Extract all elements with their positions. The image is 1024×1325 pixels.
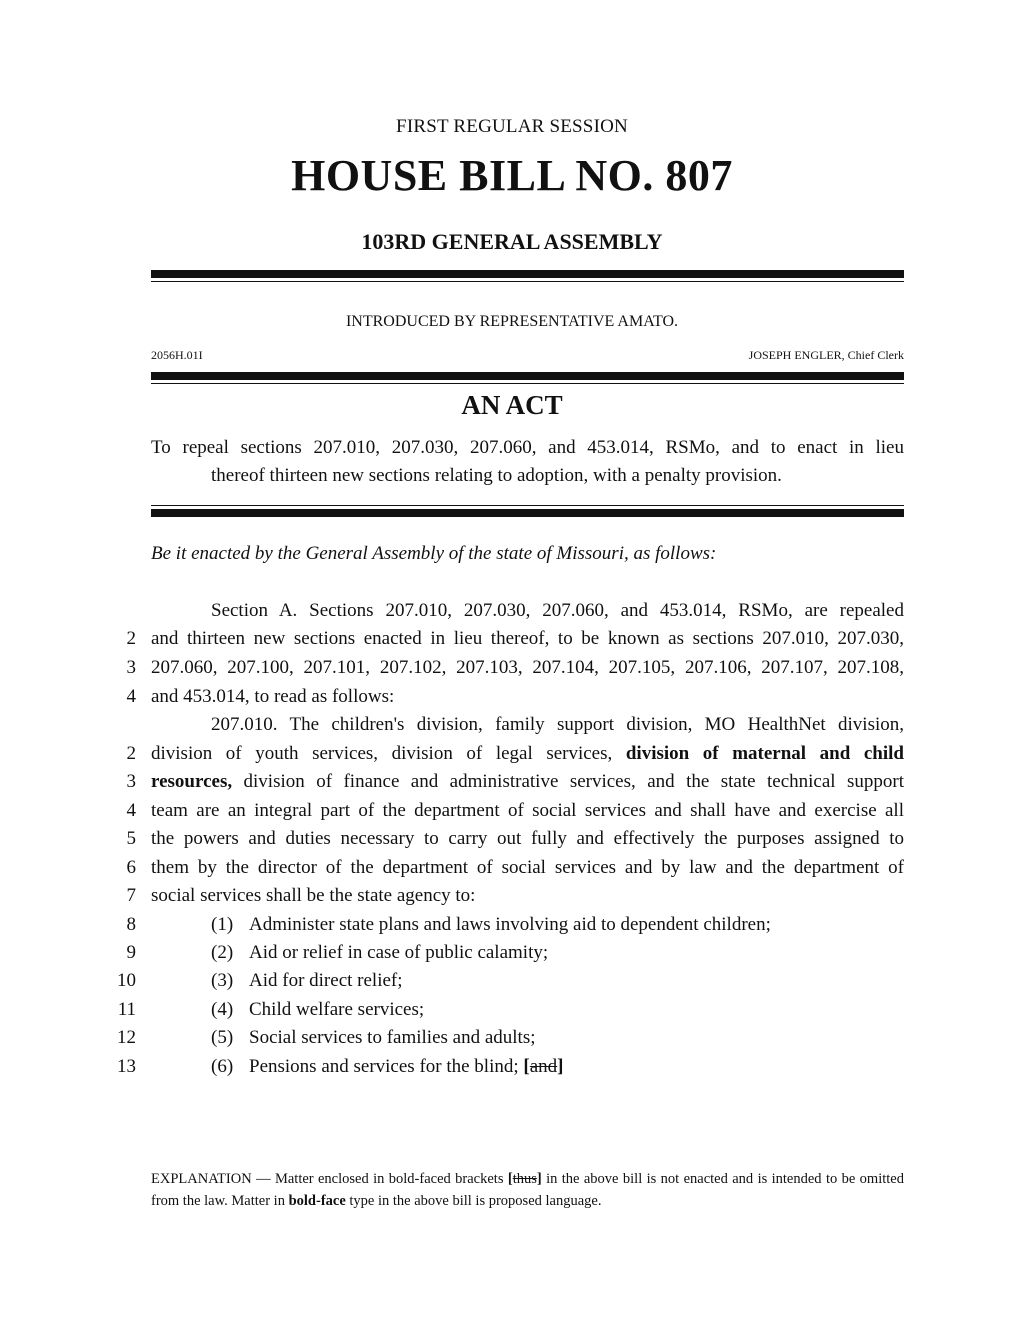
line-number: 7: [126, 885, 136, 906]
explanation-note: [151, 1168, 904, 1212]
item-label: (2): [211, 942, 234, 963]
bracket-close: ]: [536, 1171, 542, 1187]
enacting-clause: Be it enacted by the General Assembly of the state of Missouri, as follows:: [151, 543, 717, 564]
section-line: and thirteen new sections enacted in lieu thereof, to be known as sections 207.010, 207.030,: [151, 628, 904, 649]
divider-thin: [151, 505, 904, 506]
section-line: the powers and duties necessary to carry out fully and effectively the purposes assigned to: [151, 828, 904, 849]
list-item: [151, 967, 904, 995]
bracket-open: [: [507, 1171, 513, 1187]
line-number: 5: [126, 828, 136, 849]
item-text: Aid for direct relief;: [249, 970, 403, 991]
list-item: [151, 911, 904, 939]
bracket-close: ]: [557, 1056, 564, 1077]
line-number: 3: [126, 771, 136, 792]
act-title-line: thereof thirteen new sections relating to adoption, with a penalty provision.: [211, 465, 782, 486]
section-line: 207.010. The children's division, family support division, MO HealthNet division,: [211, 714, 904, 735]
bracket-open: [: [523, 1056, 530, 1077]
explanation-tail: type in the above bill is proposed language.: [345, 1193, 602, 1209]
list-item: [151, 939, 904, 967]
plain-text: division of youth services, division of legal services,: [151, 743, 626, 764]
assembly-heading: 103RD GENERAL ASSEMBLY: [361, 229, 663, 254]
introduced-by: INTRODUCED BY REPRESENTATIVE AMATO.: [345, 313, 679, 330]
line-number: 3: [126, 657, 136, 678]
list-item: [151, 1053, 904, 1081]
divider-thick: [151, 372, 904, 380]
bold-face-example: bold-face: [288, 1193, 346, 1209]
list-item: [151, 996, 904, 1024]
item-text: Administer state plans and laws involving aid to dependent children;: [249, 914, 771, 935]
item-label: (6): [211, 1056, 234, 1077]
line-number: 10: [117, 970, 136, 991]
section-line: them by the director of the department of social services and by law and the department of: [151, 857, 904, 878]
line-number: 12: [117, 1027, 136, 1048]
item-text: Social services to families and adults;: [249, 1027, 536, 1048]
bill-code: 2056H.01I: [151, 348, 203, 362]
explanation-mid: in the above bill is not enacted and is intended to be omitted from the law. Matter in: [151, 1171, 904, 1209]
line-number: 4: [126, 686, 136, 707]
section-line: 207.060, 207.100, 207.101, 207.102, 207.103, 207.104, 207.105, 207.106, 207.107, 207.108,: [151, 657, 904, 678]
section-line: and 453.014, to read as follows:: [151, 686, 395, 707]
struck-text: and: [529, 1056, 558, 1077]
bill-title: HOUSE BILL NO. 807: [291, 151, 733, 200]
divider-thick: [151, 270, 904, 278]
line-number: 2: [126, 743, 136, 764]
plain-text: division of finance and administrative services, and the state technical support: [232, 771, 904, 792]
item-label: (5): [211, 1027, 234, 1048]
line-number: 8: [126, 914, 136, 935]
section-line: Section A. Sections 207.010, 207.030, 207.060, and 453.014, RSMo, are repealed: [211, 600, 904, 621]
item-label: (1): [211, 914, 234, 935]
section-line: [151, 740, 904, 768]
item-text: Aid or relief in case of public calamity;: [249, 942, 549, 963]
chief-clerk: JOSEPH ENGLER, Chief Clerk: [748, 348, 904, 362]
item-label: (3): [211, 970, 234, 991]
item-label: (4): [211, 999, 234, 1020]
item-text: Pensions and services for the blind;: [249, 1056, 524, 1077]
line-number: 13: [117, 1056, 136, 1077]
line-number: 11: [117, 999, 136, 1020]
session-heading: FIRST REGULAR SESSION: [396, 116, 628, 137]
list-item: [151, 1024, 904, 1052]
line-number: 6: [126, 857, 136, 878]
section-line: [151, 768, 904, 796]
divider-thin: [151, 383, 904, 384]
section-line: social services shall be the state agency to:: [151, 885, 476, 906]
bold-new-text: resources,: [151, 771, 233, 792]
line-number: 4: [126, 800, 136, 821]
divider-thick: [151, 509, 904, 517]
divider-thin: [151, 281, 904, 282]
item-text: Child welfare services;: [249, 999, 425, 1020]
struck-text: thus: [512, 1171, 537, 1187]
act-heading: AN ACT: [461, 390, 563, 420]
section-line: team are an integral part of the department of social services and shall have and exercise all: [151, 800, 904, 821]
bold-new-text: division of maternal and child: [625, 743, 904, 764]
line-number: 9: [126, 942, 136, 963]
line-number: 2: [126, 628, 136, 649]
act-title-line: To repeal sections 207.010, 207.030, 207.060, and 453.014, RSMo, and to enact in lieu: [151, 437, 904, 458]
explanation-lead: EXPLANATION — Matter enclosed in bold-faced brackets: [151, 1171, 508, 1187]
